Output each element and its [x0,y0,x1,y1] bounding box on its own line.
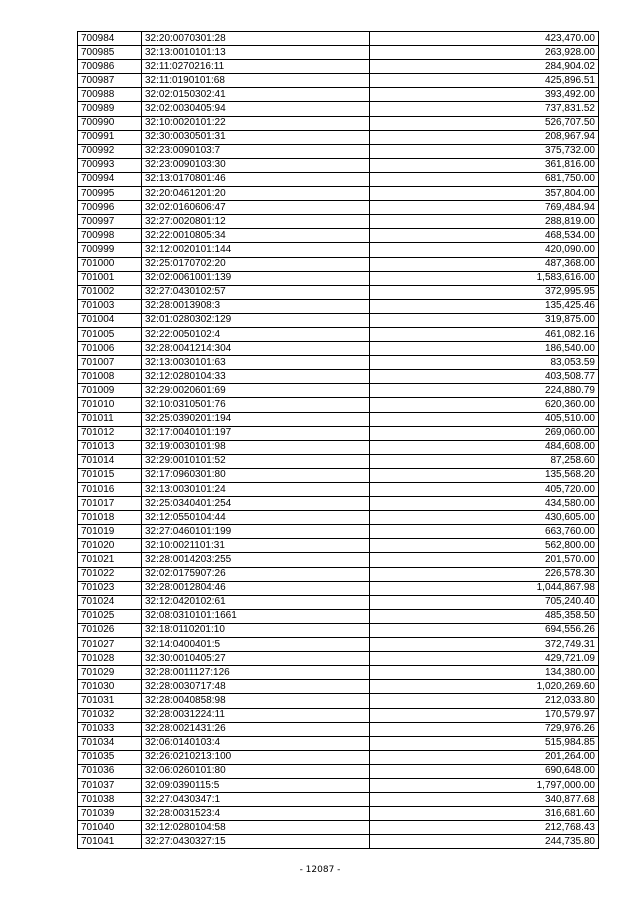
table-row [78,750,599,764]
amount-cell: 705,240.40 [370,595,599,609]
record-id-cell: 700987 [78,74,142,88]
cadastral-number-cell: 32:25:0340401:254 [142,497,370,511]
cadastral-number-cell: 32:19:0030101:98 [142,440,370,454]
cadastral-number-cell: 32:12:0280104:58 [142,821,370,835]
table-row [78,116,599,130]
cadastral-number-cell: 32:27:0430327:15 [142,835,370,849]
record-id-cell: 701027 [78,638,142,652]
table-row [78,807,599,821]
table-row [78,327,599,341]
amount-cell: 224,880.79 [370,384,599,398]
record-id-cell: 701004 [78,313,142,327]
table-row [78,243,599,257]
table-row [78,398,599,412]
amount-cell: 484,608.00 [370,440,599,454]
record-id-cell: 701039 [78,807,142,821]
record-id-cell: 701038 [78,793,142,807]
cadastral-number-cell: 32:18:0110201:10 [142,623,370,637]
cadastral-number-cell: 32:14:0400401:5 [142,638,370,652]
table-row [78,102,599,116]
record-id-cell: 700995 [78,187,142,201]
amount-cell: 288,819.00 [370,215,599,229]
record-id-cell: 701040 [78,821,142,835]
cadastral-number-cell: 32:10:0020101:22 [142,116,370,130]
amount-cell: 620,360.00 [370,398,599,412]
cadastral-number-cell: 32:09:0390115:5 [142,778,370,792]
amount-cell: 461,082.16 [370,327,599,341]
cadastral-number-cell: 32:25:0390201:194 [142,412,370,426]
cadastral-number-cell: 32:22:0050102:4 [142,327,370,341]
record-id-cell: 701041 [78,835,142,849]
record-id-cell: 700997 [78,215,142,229]
amount-cell: 340,877.68 [370,793,599,807]
table-row [78,652,599,666]
record-id-cell: 700990 [78,116,142,130]
amount-cell: 201,264.00 [370,750,599,764]
record-id-cell: 701017 [78,497,142,511]
cadastral-number-cell: 32:08:0310101:1661 [142,609,370,623]
amount-cell: 434,580.00 [370,497,599,511]
amount-cell: 487,368.00 [370,257,599,271]
records-table [77,31,599,849]
amount-cell: 269,060.00 [370,426,599,440]
table-row [78,299,599,313]
record-id-cell: 701019 [78,525,142,539]
table-row [78,623,599,637]
table-row [78,736,599,750]
cadastral-number-cell: 32:13:0030101:63 [142,356,370,370]
cadastral-number-cell: 32:29:0020601:69 [142,384,370,398]
cadastral-number-cell: 32:11:0190101:68 [142,74,370,88]
table-row [78,525,599,539]
record-id-cell: 701013 [78,440,142,454]
cadastral-number-cell: 32:28:0030717:48 [142,680,370,694]
record-id-cell: 701023 [78,581,142,595]
cadastral-number-cell: 32:10:0310501:76 [142,398,370,412]
cadastral-number-cell: 32:28:0021431:26 [142,722,370,736]
table-row [78,370,599,384]
table-row [78,468,599,482]
table-row [78,793,599,807]
amount-cell: 226,578.30 [370,567,599,581]
cadastral-number-cell: 32:27:0430102:57 [142,285,370,299]
cadastral-number-cell: 32:13:0030101:24 [142,483,370,497]
amount-cell: 361,816.00 [370,158,599,172]
amount-cell: 83,053.59 [370,356,599,370]
cadastral-number-cell: 32:12:0280104:33 [142,370,370,384]
table-row [78,581,599,595]
table-row [78,384,599,398]
cadastral-number-cell: 32:28:0031523:4 [142,807,370,821]
amount-cell: 1,797,000.00 [370,778,599,792]
table-row [78,722,599,736]
record-id-cell: 701002 [78,285,142,299]
amount-cell: 769,484.94 [370,201,599,215]
amount-cell: 485,358.50 [370,609,599,623]
amount-cell: 135,568.20 [370,468,599,482]
amount-cell: 562,800.00 [370,539,599,553]
amount-cell: 1,583,616.00 [370,271,599,285]
record-id-cell: 701000 [78,257,142,271]
table-row [78,609,599,623]
record-id-cell: 701007 [78,356,142,370]
amount-cell: 393,492.00 [370,88,599,102]
amount-cell: 87,258.60 [370,454,599,468]
record-id-cell: 701015 [78,468,142,482]
cadastral-number-cell: 32:22:0010805:34 [142,229,370,243]
cadastral-number-cell: 32:27:0460101:199 [142,525,370,539]
table-row [78,215,599,229]
record-id-cell: 700991 [78,130,142,144]
amount-cell: 170,579.97 [370,708,599,722]
record-id-cell: 701026 [78,623,142,637]
record-id-cell: 701037 [78,778,142,792]
record-id-cell: 701012 [78,426,142,440]
cadastral-number-cell: 32:28:0041214:304 [142,342,370,356]
cadastral-number-cell: 32:06:0140103:4 [142,736,370,750]
cadastral-number-cell: 32:26:0210213:100 [142,750,370,764]
table-row [78,187,599,201]
amount-cell: 429,721.09 [370,652,599,666]
cadastral-number-cell: 32:20:0461201:20 [142,187,370,201]
cadastral-number-cell: 32:02:0061001:139 [142,271,370,285]
record-id-cell: 701031 [78,694,142,708]
amount-cell: 694,556.26 [370,623,599,637]
amount-cell: 663,760.00 [370,525,599,539]
record-id-cell: 701036 [78,764,142,778]
record-id-cell: 700996 [78,201,142,215]
table-row [78,454,599,468]
record-id-cell: 701001 [78,271,142,285]
cadastral-number-cell: 32:20:0070301:28 [142,32,370,46]
cadastral-number-cell: 32:29:0010101:52 [142,454,370,468]
amount-cell: 186,540.00 [370,342,599,356]
cadastral-number-cell: 32:28:0014203:255 [142,553,370,567]
table-row [78,680,599,694]
records-table-body [78,32,599,849]
table-row [78,60,599,74]
record-id-cell: 701028 [78,652,142,666]
record-id-cell: 701025 [78,609,142,623]
record-id-cell: 700989 [78,102,142,116]
table-row [78,440,599,454]
amount-cell: 420,090.00 [370,243,599,257]
cadastral-number-cell: 32:17:0960301:80 [142,468,370,482]
record-id-cell: 701011 [78,412,142,426]
table-row [78,821,599,835]
table-row [78,567,599,581]
amount-cell: 372,995.95 [370,285,599,299]
table-row [78,666,599,680]
record-id-cell: 700985 [78,46,142,60]
table-row [78,271,599,285]
amount-cell: 515,984.85 [370,736,599,750]
cadastral-number-cell: 32:13:0010101:13 [142,46,370,60]
table-row [78,257,599,271]
cadastral-number-cell: 32:02:0160606:47 [142,201,370,215]
amount-cell: 284,904.02 [370,60,599,74]
table-row [78,285,599,299]
cadastral-number-cell: 32:17:0040101:197 [142,426,370,440]
record-id-cell: 701020 [78,539,142,553]
cadastral-number-cell: 32:30:0010405:27 [142,652,370,666]
record-id-cell: 700984 [78,32,142,46]
table-row [78,553,599,567]
cadastral-number-cell: 32:06:0260101:80 [142,764,370,778]
cadastral-number-cell: 32:10:0021101:31 [142,539,370,553]
amount-cell: 423,470.00 [370,32,599,46]
record-id-cell: 700998 [78,229,142,243]
amount-cell: 737,831.52 [370,102,599,116]
table-row [78,708,599,722]
amount-cell: 319,875.00 [370,313,599,327]
cadastral-number-cell: 32:02:0030405:94 [142,102,370,116]
cadastral-number-cell: 32:30:0030501:31 [142,130,370,144]
cadastral-number-cell: 32:25:0170702:20 [142,257,370,271]
record-id-cell: 701033 [78,722,142,736]
table-row [78,229,599,243]
amount-cell: 357,804.00 [370,187,599,201]
record-id-cell: 701021 [78,553,142,567]
amount-cell: 1,044,867.98 [370,581,599,595]
amount-cell: 212,033.80 [370,694,599,708]
record-id-cell: 701029 [78,666,142,680]
amount-cell: 316,681.60 [370,807,599,821]
table-row [78,74,599,88]
table-row [78,835,599,849]
cadastral-number-cell: 32:12:0550104:44 [142,511,370,525]
record-id-cell: 701009 [78,384,142,398]
table-row [78,313,599,327]
amount-cell: 201,570.00 [370,553,599,567]
table-row [78,511,599,525]
cadastral-number-cell: 32:28:0013908:3 [142,299,370,313]
record-id-cell: 700999 [78,243,142,257]
amount-cell: 681,750.00 [370,172,599,186]
amount-cell: 405,720.00 [370,483,599,497]
table-row [78,172,599,186]
record-id-cell: 700988 [78,88,142,102]
table-row [78,497,599,511]
table-row [78,342,599,356]
cadastral-number-cell: 32:12:0420102:61 [142,595,370,609]
amount-cell: 263,928.00 [370,46,599,60]
record-id-cell: 701034 [78,736,142,750]
table-row [78,412,599,426]
amount-cell: 405,510.00 [370,412,599,426]
record-id-cell: 701024 [78,595,142,609]
amount-cell: 375,732.00 [370,144,599,158]
cadastral-number-cell: 32:01:0280302:129 [142,313,370,327]
table-row [78,144,599,158]
table-row [78,426,599,440]
cadastral-number-cell: 32:28:0040858:98 [142,694,370,708]
cadastral-number-cell: 32:12:0020101:144 [142,243,370,257]
amount-cell: 208,967.94 [370,130,599,144]
table-row [78,539,599,553]
table-row [78,595,599,609]
cadastral-number-cell: 32:13:0170801:46 [142,172,370,186]
amount-cell: 425,896.51 [370,74,599,88]
table-row [78,694,599,708]
table-row [78,158,599,172]
record-id-cell: 701008 [78,370,142,384]
record-id-cell: 701018 [78,511,142,525]
table-row [78,483,599,497]
cadastral-number-cell: 32:28:0031224:11 [142,708,370,722]
table-row [78,356,599,370]
cadastral-number-cell: 32:27:0020801:12 [142,215,370,229]
amount-cell: 468,534.00 [370,229,599,243]
table-row [78,130,599,144]
cadastral-number-cell: 32:02:0175907:26 [142,567,370,581]
table-row [78,201,599,215]
cadastral-number-cell: 32:28:0011127:126 [142,666,370,680]
record-id-cell: 701006 [78,342,142,356]
record-id-cell: 700994 [78,172,142,186]
record-id-cell: 701030 [78,680,142,694]
record-id-cell: 700992 [78,144,142,158]
table-row [78,764,599,778]
page-number: - 12087 - [299,865,341,875]
record-id-cell: 700986 [78,60,142,74]
record-id-cell: 701032 [78,708,142,722]
record-id-cell: 701022 [78,567,142,581]
table-row [78,88,599,102]
amount-cell: 526,707.50 [370,116,599,130]
cadastral-number-cell: 32:28:0012804:46 [142,581,370,595]
table-row [78,638,599,652]
record-id-cell: 701035 [78,750,142,764]
cadastral-number-cell: 32:11:0270216:11 [142,60,370,74]
cadastral-number-cell: 32:27:0430347:1 [142,793,370,807]
table-row [78,32,599,46]
amount-cell: 244,735.80 [370,835,599,849]
amount-cell: 690,648.00 [370,764,599,778]
amount-cell: 372,749.31 [370,638,599,652]
record-id-cell: 701014 [78,454,142,468]
cadastral-number-cell: 32:23:0090103:7 [142,144,370,158]
record-id-cell: 701010 [78,398,142,412]
amount-cell: 430,605.00 [370,511,599,525]
table-row [78,778,599,792]
cadastral-number-cell: 32:02:0150302:41 [142,88,370,102]
record-id-cell: 701016 [78,483,142,497]
record-id-cell: 700993 [78,158,142,172]
amount-cell: 134,380.00 [370,666,599,680]
amount-cell: 403,508.77 [370,370,599,384]
amount-cell: 1,020,269.60 [370,680,599,694]
table-row [78,46,599,60]
cadastral-number-cell: 32:23:0090103:30 [142,158,370,172]
amount-cell: 729,976.26 [370,722,599,736]
amount-cell: 212,768.43 [370,821,599,835]
record-id-cell: 701003 [78,299,142,313]
record-id-cell: 701005 [78,327,142,341]
amount-cell: 135,425.46 [370,299,599,313]
